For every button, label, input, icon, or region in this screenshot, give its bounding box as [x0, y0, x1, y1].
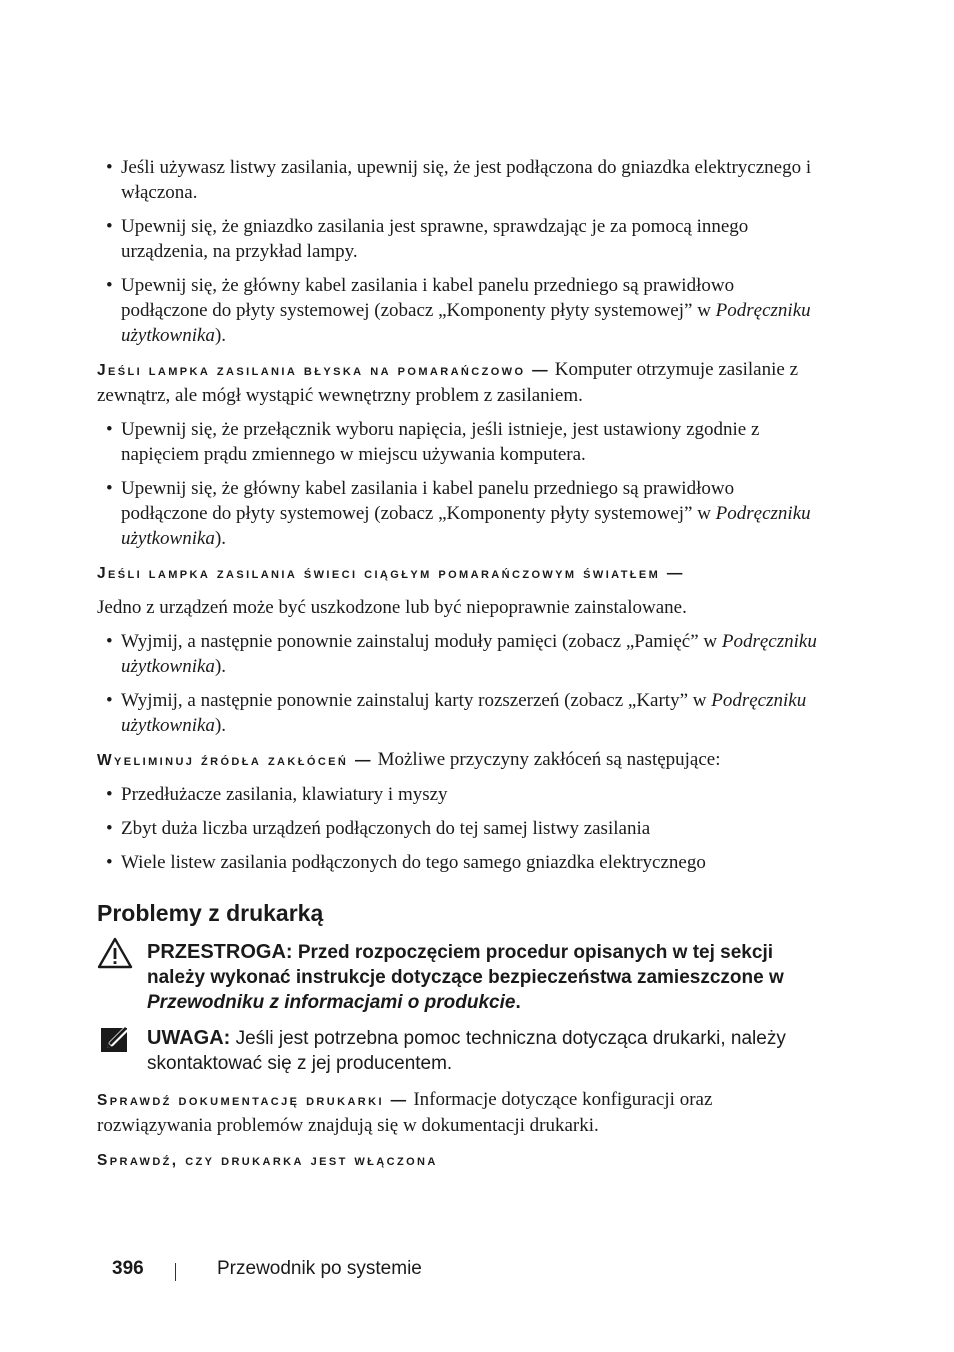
list-item: • Jeśli używasz listwy zasilania, upewnij się, że jest podłączona do gniazdka elektrycznego i włączona.: [97, 155, 825, 205]
interference-paragraph: Wyeliminuj źródła zakłóceń — Możliwe przyczyny zakłóceń są następujące:: [97, 749, 721, 770]
steady-amber-list: [97, 629, 825, 738]
blinking-amber-list: [97, 417, 825, 551]
list-item: • Upewnij się, że główny kabel zasilania i kabel panelu przedniego są prawidłowo podłączone do płyty systemowej (zobacz „Komponenty płyty systemowej” w Podręczniku użytkownika).: [97, 273, 825, 348]
list-item: • Wyjmij, a następnie ponownie zainstaluj karty rozszerzeń (zobacz „Karty” w Podręczniku użytkownika).: [97, 688, 825, 738]
page-number: 396: [112, 1258, 144, 1279]
run-in-heading: Jeśli lampka zasilania błyska na pomarańczowo —: [97, 362, 551, 379]
note-notice: UWAGA: Jeśli jest potrzebna pomoc techniczna dotycząca drukarki, należy skontaktować się z jej producentem.: [97, 1026, 825, 1076]
blinking-amber-paragraph: Jeśli lampka zasilania błyska na pomarańczowo — Komputer otrzymuje zasilanie z zewnątrz, ale mógł wystąpić wewnętrzny problem z zasilaniem.: [97, 359, 798, 406]
interference-list: [97, 782, 825, 875]
run-in-heading: Wyeliminuj źródła zakłóceń —: [97, 752, 373, 769]
list-item: • Upewnij się, że przełącznik wyboru napięcia, jeśli istnieje, jest ustawiony zgodnie z napięciem prądu zmiennego w miejscu używania komputera.: [97, 417, 825, 467]
printer-on-heading: Sprawdź, czy drukarka jest włączona: [97, 1152, 438, 1169]
page-footer: [112, 1258, 422, 1280]
list-item: • Wiele listew zasilania podłączonych do tego samego gniazdka elektrycznego: [97, 850, 825, 875]
caution-notice: PRZESTROGA: Przed rozpoczęciem procedur opisanych w tej sekcji należy wykonać instrukcje dotyczące bezpieczeństwa zamieszczone w Przewodniku z informacjami o produkcie.: [97, 940, 825, 1015]
section-title: Problemy z drukarką: [97, 900, 324, 926]
steady-amber-heading: Jeśli lampka zasilania świeci ciągłym pomarańczowym światłem —: [97, 565, 685, 582]
list-item: • Przedłużacze zasilania, klawiatury i myszy: [97, 782, 825, 807]
steady-amber-text: Jedno z urządzeń może być uszkodzone lub być niepoprawnie zainstalowane.: [97, 597, 687, 618]
warning-triangle-icon: [97, 936, 133, 972]
pencil-note-icon: [97, 1022, 133, 1058]
run-in-heading: Sprawdź dokumentację drukarki —: [97, 1092, 409, 1109]
footer-title: Przewodnik po systemie: [217, 1258, 422, 1279]
page-content: [97, 155, 825, 1182]
power-check-list: [97, 155, 825, 348]
printer-docs-paragraph: Sprawdź dokumentację drukarki — Informacje dotyczące konfiguracji oraz rozwiązywania problemów znajdują się w dokumentacji drukarki.: [97, 1089, 713, 1136]
list-item: • Wyjmij, a następnie ponownie zainstaluj moduły pamięci (zobacz „Pamięć” w Podręczniku użytkownika).: [97, 629, 825, 679]
list-item: • Zbyt duża liczba urządzeń podłączonych do tej samej listwy zasilania: [97, 816, 825, 841]
list-item: • Upewnij się, że gniazdko zasilania jest sprawne, sprawdzając je za pomocą innego urządzenia, na przykład lampy.: [97, 214, 825, 264]
footer-divider: [175, 1263, 176, 1281]
list-item: • Upewnij się, że główny kabel zasilania i kabel panelu przedniego są prawidłowo podłączone do płyty systemowej (zobacz „Komponenty płyty systemowej” w Podręczniku użytkownika).: [97, 476, 825, 551]
